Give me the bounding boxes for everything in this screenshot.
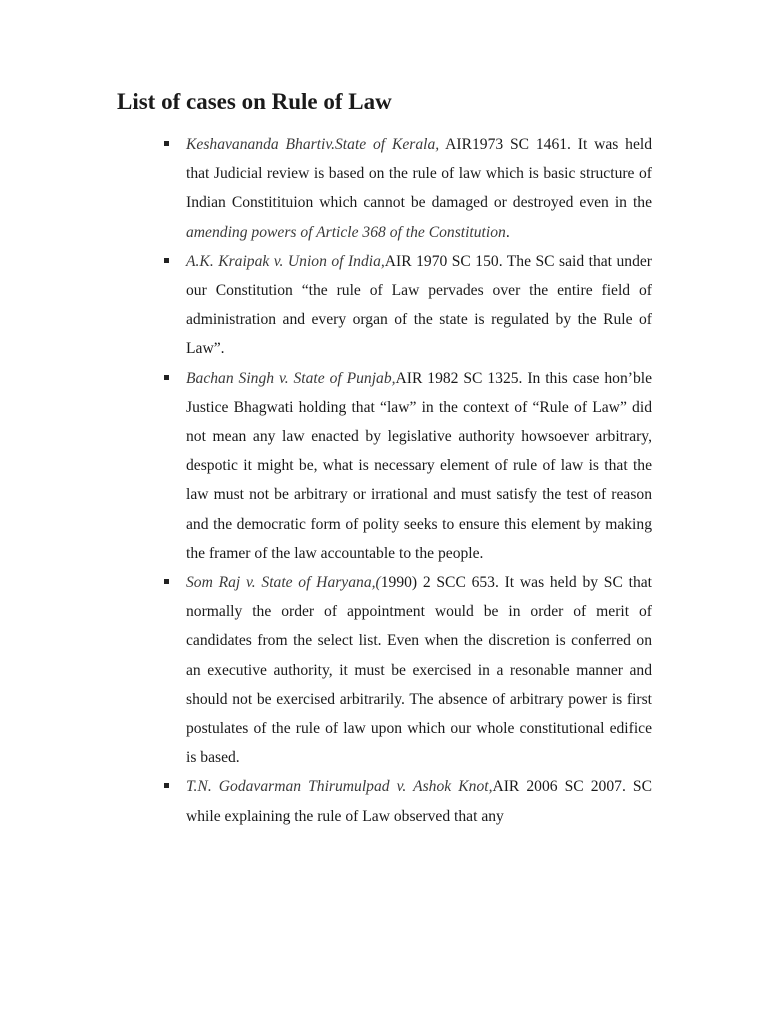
list-item-case-5 — [186, 772, 652, 830]
list-item-case-2 — [186, 247, 652, 364]
case-name: Bachan Singh v. State of Punjab, — [186, 369, 396, 387]
case-name: Keshavananda Bhartiv.State of Kerala, — [186, 136, 440, 153]
square-bullet-icon — [164, 375, 169, 380]
case-name: A.K. Kraipak v. Union of India, — [186, 252, 385, 270]
case-text: AIR 2006 SC 2007. SC while explaining the rule of Law observed that any — [186, 778, 652, 825]
list-item-case-1 — [186, 130, 652, 247]
page-title: List of cases on Rule of Law — [117, 89, 392, 114]
square-bullet-icon — [164, 141, 169, 146]
case-text: AIR 1970 SC 150. The SC said that under our Constitution “the rule of Law pervades over the entire field of administration and every organ of the state is regulated by the Rule of Law”. — [186, 252, 652, 358]
list-item-case-3 — [186, 364, 652, 568]
case-tail: . — [505, 223, 510, 241]
case-list — [186, 130, 652, 831]
square-bullet-icon — [164, 579, 169, 584]
case-text: 1990) 2 SCC 653. It was held by SC that normally the order of appointment would be in order of merit of candidates from the select list. Even when the discretion is conferred on an executive authority, it must be exercised in a resonable manner and should not be exercised arbitrarily. The absence of arbitrary power is first postulates of the rule of law upon which our whole constitutional edifice is based. — [186, 574, 652, 767]
case-text: AIR1973 SC 1461. It was held that Judicial review is based on the rule of law which is basic structure of Indian Constitituion which cannot be damaged or destroyed even in the — [186, 136, 653, 212]
square-bullet-icon — [164, 783, 169, 788]
case-name: Som Raj v. State of Haryana,( — [186, 574, 381, 592]
square-bullet-icon — [164, 258, 169, 263]
case-emphasis: amending powers of Article 368 of the Constitution — [186, 223, 506, 241]
case-text: AIR 1982 SC 1325. In this case hon’ble Justice Bhagwati holding that “law” in the context of “Rule of Law” did not mean any law enacted by legislative authority howsoever arbitrary, despotic it might be, what is necessary element of rule of law is that the law must not be arbitrary or irrational and must satisfy the test of reason and the democratic form of polity seeks to ensure this element by making the framer of the law accountable to the people. — [186, 369, 652, 562]
case-name: T.N. Godavarman Thirumulpad v. Ashok Knot, — [186, 778, 493, 796]
list-item-case-4 — [186, 568, 652, 772]
